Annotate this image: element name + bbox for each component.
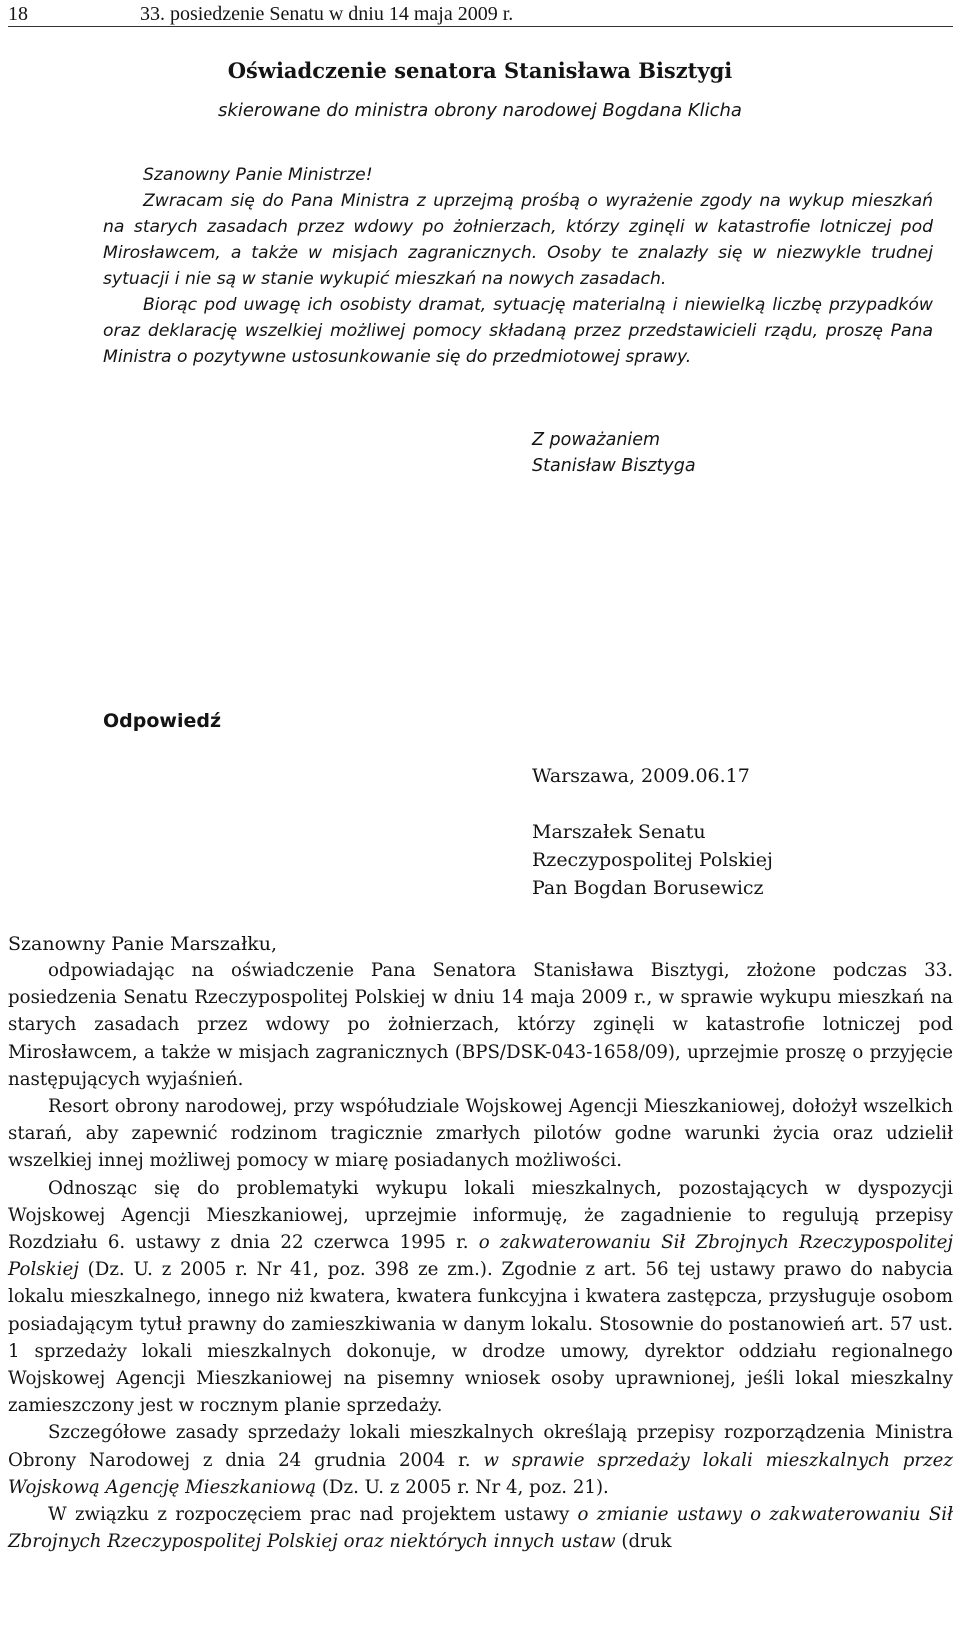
statement-signature: Stanisław Bisztyga xyxy=(532,456,696,476)
page-number: 18 xyxy=(8,3,28,25)
recipient-line: Pan Bogdan Borusewicz xyxy=(532,877,764,899)
answer-paragraph: Odnosząc się do problematyki wykupu lokali mieszkalnych, pozostających w dyspozycji Wojskowej Agencji Mieszkaniowej, uprzejmie informuję, że zagadnienie to regulują przepisy Rozdziału 6. ustawy z dnia 22 czerwca 1995 r. o zakwaterowaniu Sił Zbrojnych Rzeczypospolitej Polskiej (Dz. U. z 2005 r. Nr 41, poz. 398 ze zm.). Zgodnie z art. 56 tej ustawy prawo do nabycia lokalu mieszkalnego, innego niż kwatera, kwatera funkcyjna i kwatera zastępcza, przysługuje osobom posiadającym tytuł prawny do zamieszkiwania w danym lokalu. Stosownie do postanowień art. 57 ust. 1 sprzedaży lokali mieszkalnych dokonuje, w drodze umowy, dyrektor oddziału regionalnego Wojskowej Agencji Mieszkaniowej na pisemny wniosek osoby uprawnionej, jeśli lokal mieszkalny zamieszczony jest w rocznym planie sprzedaży. xyxy=(8,1177,953,1417)
recipient-line: Marszałek Senatu xyxy=(532,821,706,843)
statement-closing: Z poważaniem xyxy=(532,430,661,450)
running-header xyxy=(8,4,953,27)
statement-paragraph: Biorąc pod uwagę ich osobisty dramat, sytuację materialną i niewielką liczbę przypadków oraz deklarację wszelkiej możliwej pomocy składaną przez przedstawicieli rządu, proszę Pana Ministra o pozytywne ustosunkowanie się do przedmiotowej sprawy. xyxy=(103,295,933,367)
regulation-title: w sprawie sprzedaży lokali mieszkalnych przez Wojskową Agencję Mieszkaniową xyxy=(8,1449,954,1498)
answer-paragraph: Szczegółowe zasady sprzedaży lokali mieszkalnych określają przepisy rozporządzenia Ministra Obrony Narodowej z dnia 24 grudnia 2004 r. w sprawie sprzedaży lokali mieszkalnych przez Wojskową Agencję Mieszkaniową (Dz. U. z 2005 r. Nr 4, poz. 21). xyxy=(8,1422,954,1498)
statement-paragraph: Zwracam się do Pana Ministra z uprzejmą prośbą o wyrażenie zgody na wykup mieszkań na starych zasadach przez wdowy po żołnierzach, którzy zginęli w katastrofie lotniczej pod Mirosławcem, a także w misjach zagranicznych. Osoby te znalazły się w niezwykle trudnej sytuacji i nie są w stanie wykupić mieszkań na nowych zasadach. xyxy=(103,191,933,289)
answer-paragraph: Resort obrony narodowej, przy współudziale Wojskowej Agencji Mieszkaniowej, dołożył wszelkich starań, aby zapewnić rodzinom tragicznie zmarłych pilotów godne warunki życia oraz udzielił wszelkiej innej możliwej pomocy w miarę posiadanych możliwości. xyxy=(8,1096,953,1172)
answer-paragraph: W związku z rozpoczęciem prac nad projektem ustawy o zmianie ustawy o zakwaterowaniu Sił Zbrojnych Rzeczypospolitej Polskiej oraz niektórych innych ustaw (druk xyxy=(8,1504,954,1553)
answer-date: Warszawa, 2009.06.17 xyxy=(532,765,750,787)
recipient-line: Rzeczypospolitej Polskiej xyxy=(532,849,773,871)
statement-title: Oświadczenie senatora Stanisława Bisztygi xyxy=(227,58,733,83)
answer-salutation: Szanowny Panie Marszałku, xyxy=(8,933,278,955)
running-title: 33. posiedzenie Senatu w dniu 14 maja 2009 r. xyxy=(140,3,514,25)
answer-recipient xyxy=(532,818,773,902)
answer-body xyxy=(8,957,953,1555)
statement-salutation: Szanowny Panie Ministrze! xyxy=(143,165,373,185)
bill-title: o zmianie ustawy o zakwaterowaniu Sił Zbrojnych Rzeczypospolitej Polskiej oraz niektórych innych ustaw xyxy=(8,1504,954,1553)
act-title: o zakwaterowaniu Sił Zbrojnych Rzeczypospolitej Polskiej xyxy=(8,1232,953,1281)
statement-body xyxy=(103,188,933,370)
answer-paragraph: odpowiadając na oświadczenie Pana Senatora Stanisława Bisztygi, złożone podczas 33. posiedzenia Senatu Rzeczypospolitej Polskiej w dniu 14 maja 2009 r., w sprawie wykupu mieszkań na starych zasadach przez wdowy po żołnierzach, którzy zginęli w katastrofie lotniczej pod Mirosławcem, a także w misjach zagranicznych (BPS/DSK-043-1658/09), uprzejmie proszę o przyjęcie następujących wyjaśnień. xyxy=(8,960,953,1090)
answer-heading: Odpowiedź xyxy=(103,710,222,732)
statement-subtitle: skierowane do ministra obrony narodowej Bogdana Klicha xyxy=(218,100,742,121)
